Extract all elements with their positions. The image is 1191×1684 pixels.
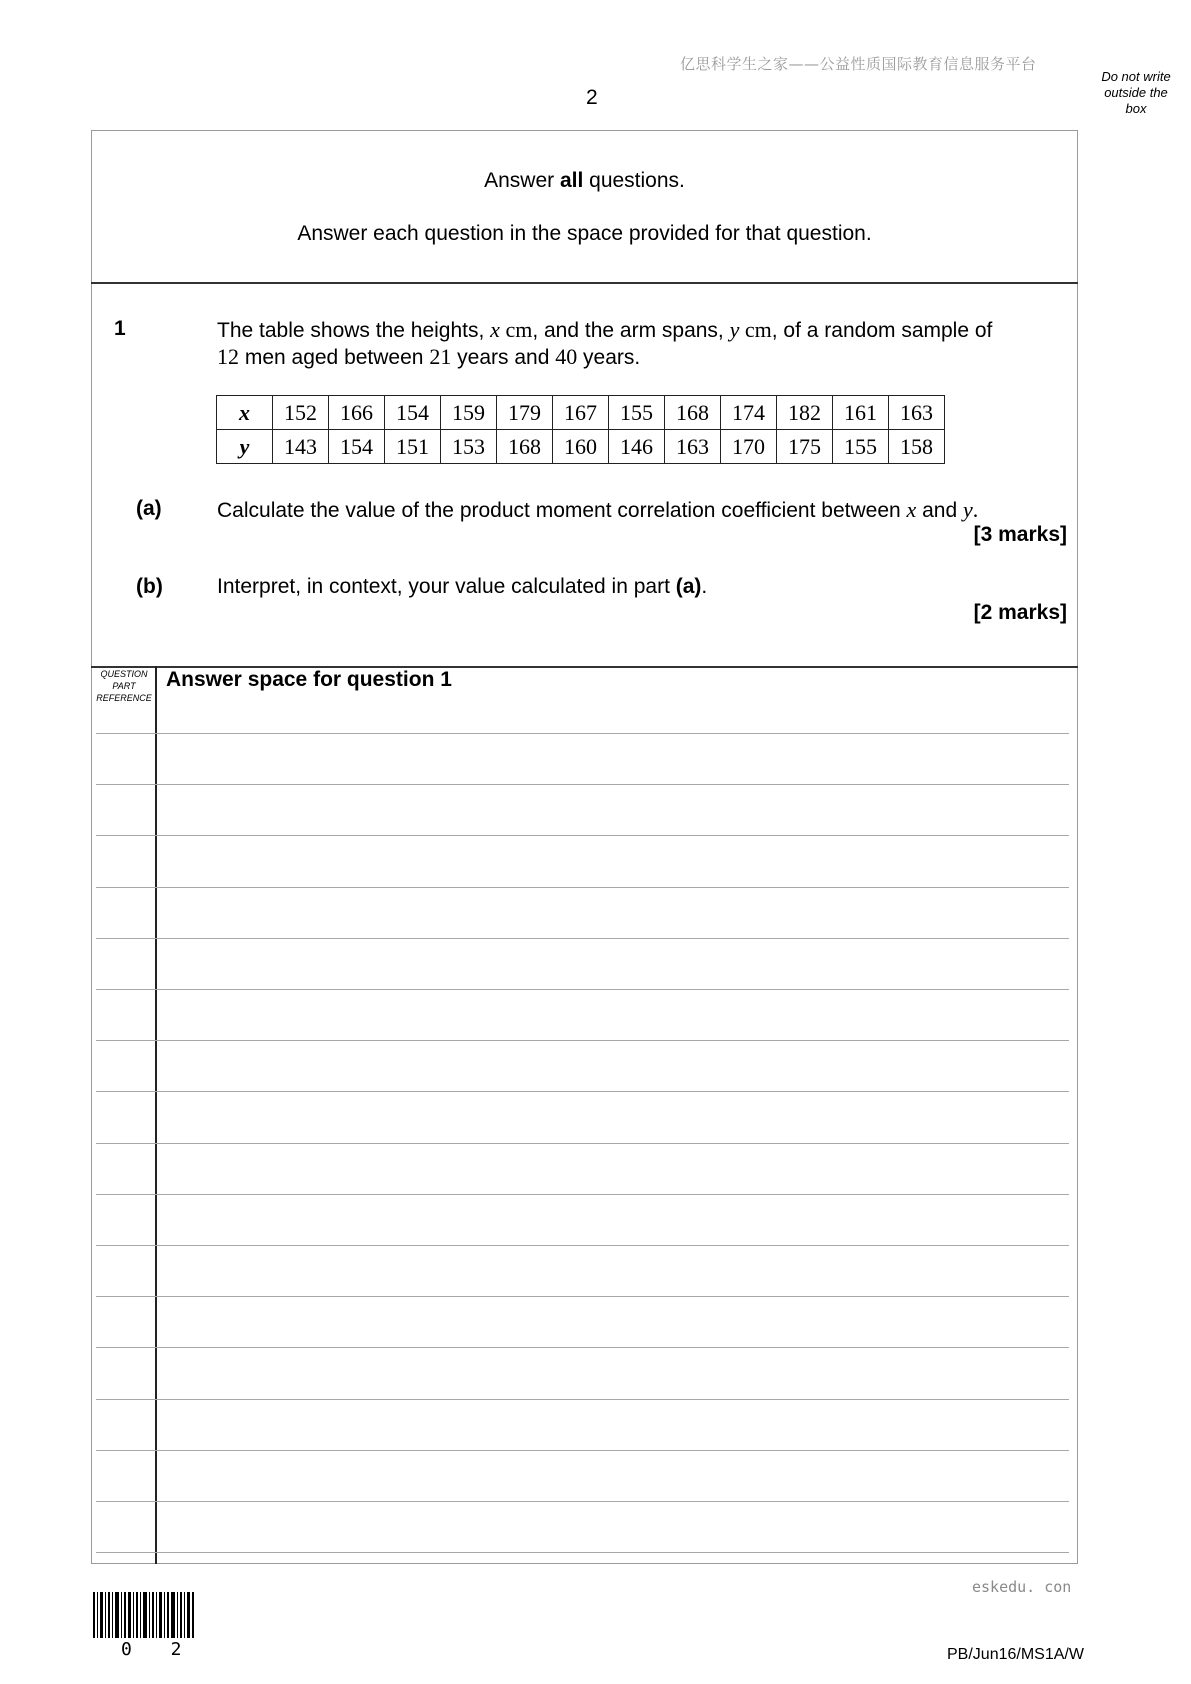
part-b-label: (b) — [136, 575, 163, 598]
table-cell: 159 — [441, 396, 497, 430]
answer-line — [96, 1552, 1069, 1553]
watermark-bottom: eskedu. con — [972, 1578, 1072, 1596]
table-cell: 168 — [497, 430, 553, 464]
barcode-icon — [93, 1592, 195, 1638]
answer-line — [96, 784, 1069, 785]
divider-instructions — [91, 282, 1078, 284]
table-cell: 163 — [665, 430, 721, 464]
table-cell: 174 — [721, 396, 777, 430]
question-part-reference-label: QUESTION PART REFERENCE — [96, 669, 152, 703]
table-cell: 143 — [273, 430, 329, 464]
table-row-x — [217, 396, 945, 430]
answer-space-title: Answer space for question 1 — [166, 668, 452, 691]
margin-note-line-3: box — [1125, 101, 1147, 116]
question-number: 1 — [114, 317, 126, 340]
table-cell: 167 — [553, 396, 609, 430]
watermark-top: 亿思科学生之家——公益性质国际教育信息服务平台 — [680, 55, 1037, 73]
table-cell: 151 — [385, 430, 441, 464]
answer-line — [96, 938, 1069, 939]
barcode-number: 0 2 — [121, 1639, 196, 1660]
margin-note-line-2: outside the — [1104, 85, 1168, 100]
answer-line — [96, 1194, 1069, 1195]
table-cell: 158 — [889, 430, 945, 464]
reference-code: PB/Jun16/MS1A/W — [947, 1646, 1084, 1663]
table-cell: 155 — [833, 430, 889, 464]
table-cell: 154 — [329, 430, 385, 464]
answer-line — [96, 1399, 1069, 1400]
table-cell: 175 — [777, 430, 833, 464]
part-a-text: Calculate the value of the product moment correlation coefficient between x and y. — [217, 497, 979, 522]
table-cell: 154 — [385, 396, 441, 430]
answer-line — [96, 1450, 1069, 1451]
table-cell: 146 — [609, 430, 665, 464]
instruction-line-1: Answer all questions. — [484, 169, 685, 192]
instruction-emphasis: all — [559, 169, 584, 192]
answer-line — [96, 1040, 1069, 1041]
answer-line — [96, 989, 1069, 990]
table-cell: 163 — [889, 396, 945, 430]
part-b-marks: [2 marks] — [973, 601, 1067, 624]
answer-line — [96, 1245, 1069, 1246]
table-row-y — [217, 430, 945, 464]
part-b-text: Interpret, in context, your value calculated in part (a). — [217, 575, 708, 598]
table-cell: 155 — [609, 396, 665, 430]
answer-line — [96, 1347, 1069, 1348]
answer-line — [96, 733, 1069, 734]
part-a-label: (a) — [136, 497, 162, 520]
reference-column-divider — [155, 666, 157, 1564]
page-number: 2 — [586, 86, 598, 109]
margin-note — [1086, 69, 1186, 117]
data-table — [216, 395, 945, 464]
table-cell: 168 — [665, 396, 721, 430]
table-cell: 161 — [833, 396, 889, 430]
table-cell: 179 — [497, 396, 553, 430]
answer-line — [96, 1143, 1069, 1144]
margin-note-line-1: Do not write — [1101, 69, 1171, 84]
answer-line — [96, 1091, 1069, 1092]
part-b-reference: (a) — [675, 575, 702, 598]
table-cell: 153 — [441, 430, 497, 464]
answer-line — [96, 1296, 1069, 1297]
row-label-x: x — [217, 396, 273, 430]
table-cell: 160 — [553, 430, 609, 464]
row-label-y: y — [217, 430, 273, 464]
answer-line — [96, 887, 1069, 888]
table-cell: 152 — [273, 396, 329, 430]
instruction-line-2: Answer each question in the space provided for that question. — [297, 222, 872, 245]
table-cell: 170 — [721, 430, 777, 464]
answer-line — [96, 835, 1069, 836]
answer-line — [96, 1501, 1069, 1502]
table-cell: 182 — [777, 396, 833, 430]
part-a-marks: [3 marks] — [973, 523, 1067, 546]
question-text: The table shows the heights, x cm, and the arm spans, y cm, of a random sample of 12 men aged between 21 years and 40 years. — [217, 317, 993, 369]
table-cell: 166 — [329, 396, 385, 430]
